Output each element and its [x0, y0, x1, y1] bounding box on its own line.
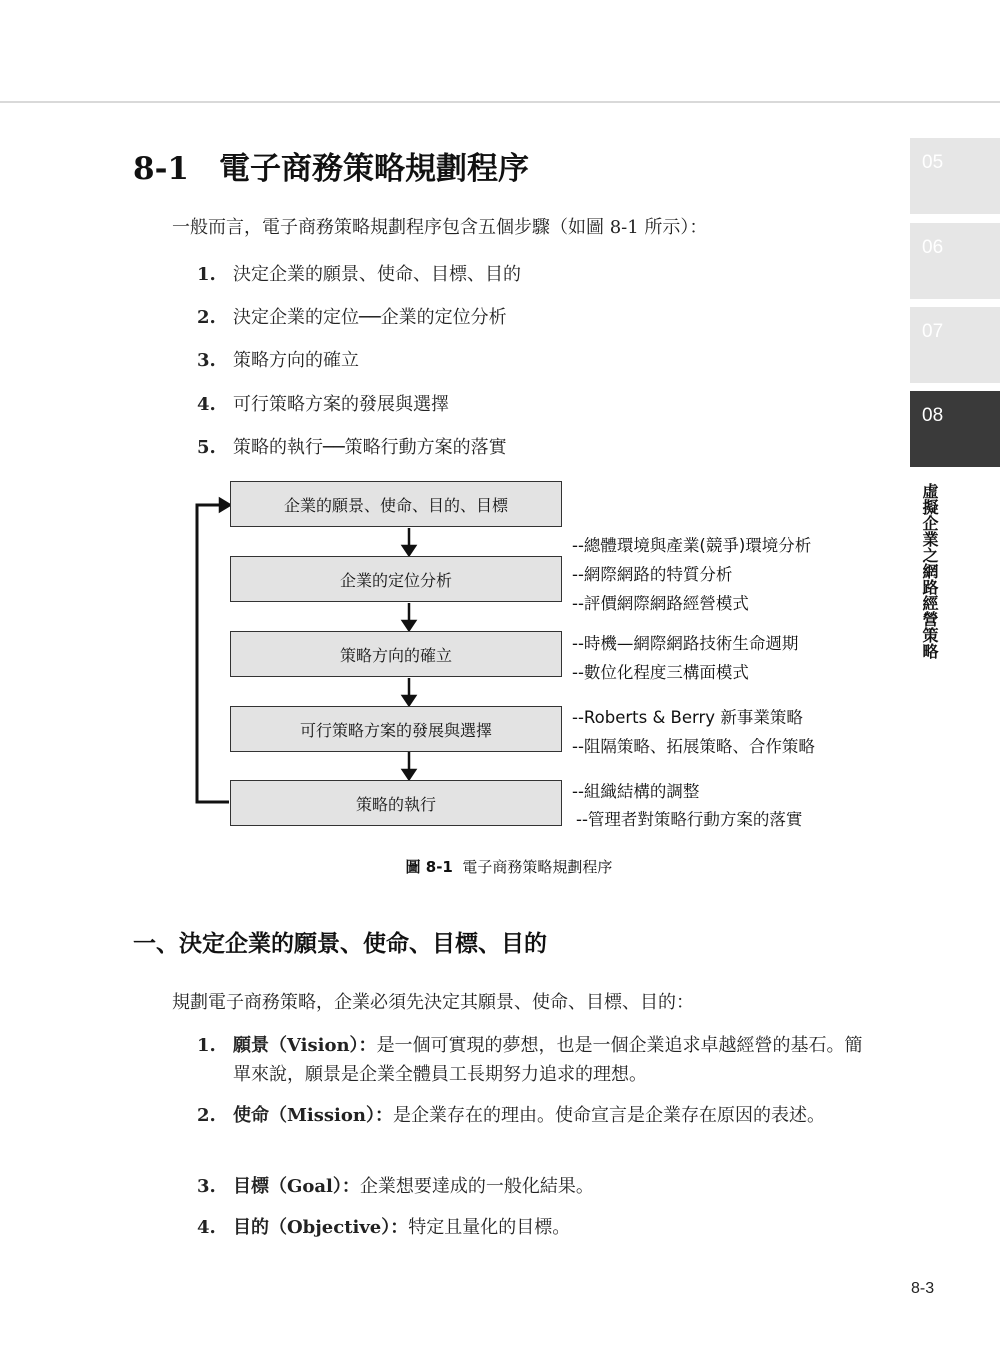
step-number: 4.	[197, 394, 216, 415]
chapter-tab-label: 08	[922, 405, 944, 426]
page-number: 8-3	[911, 1280, 935, 1297]
chapter-tab-label: 06	[922, 237, 944, 258]
arrow-head	[403, 770, 415, 779]
step-number: 1.	[197, 264, 216, 285]
subsection-title: 一、決定企業的願景、使命、目標、目的	[133, 931, 547, 957]
definition-item	[197, 1101, 877, 1130]
definition-number: 3.	[197, 1176, 216, 1197]
definition-number: 1.	[197, 1035, 216, 1056]
section-number: 8-1	[133, 151, 190, 187]
definition-term: 目標（Goal）：	[233, 1176, 360, 1197]
step-text: 可行策略方案的發展與選擇	[233, 394, 449, 415]
diagram-note: --網際網路的特質分析	[572, 565, 733, 584]
figure-label: 圖 8-1	[405, 858, 453, 876]
arrow-head	[403, 621, 415, 630]
step-number: 2.	[197, 307, 216, 328]
step-number: 3.	[197, 350, 216, 371]
definition-text: 是一個可實現的夢想，也是一個企業追求卓越經營的基石。簡單來說，願景是企業全體員工長期努力追求的理想。	[233, 1035, 863, 1085]
step-text: 策略方向的確立	[233, 350, 359, 371]
flow-box-execution: 策略的執行	[230, 780, 562, 826]
definition-text: 特定且量化的目標。	[408, 1217, 571, 1238]
diagram-note: --數位化程度三構面模式	[572, 663, 749, 682]
feedback-loop-line	[197, 505, 229, 802]
flow-box-strategy-options: 可行策略方案的發展與選擇	[230, 706, 562, 752]
intro-paragraph: 一般而言，電子商務策略規劃程序包含五個步驟（如圖 8-1 所示）：	[172, 217, 708, 238]
diagram-note: --時機—網際網路技術生命週期	[572, 634, 799, 653]
subsection-intro: 規劃電子商務策略，企業必須先決定其願景、使命、目標、目的：	[172, 992, 694, 1013]
diagram-note: --評價網際網路經營模式	[572, 594, 749, 613]
diagram-note: --管理者對策略行動方案的落實	[576, 810, 803, 829]
step-number: 5.	[197, 437, 216, 458]
definition-number: 4.	[197, 1217, 216, 1238]
definition-item	[197, 1031, 877, 1089]
definition-term: 使命（Mission）：	[233, 1105, 393, 1126]
diagram-note: --Roberts & Berry 新事業策略	[572, 708, 803, 727]
figure-caption	[0, 856, 1000, 877]
arrow-head	[403, 696, 415, 705]
section-title-text: 電子商務策略規劃程序	[219, 151, 529, 187]
chapter-title-vertical: 虛擬企業之網路經營策略	[920, 483, 939, 659]
definition-text: 企業想要達成的一般化結果。	[359, 1176, 594, 1197]
chapter-tab-label: 07	[922, 321, 944, 342]
flow-box-positioning: 企業的定位分析	[230, 556, 562, 602]
arrow-head	[403, 546, 415, 555]
figure-title: 電子商務策略規劃程序	[462, 858, 613, 876]
step-text: 決定企業的願景、使命、目標、目的	[233, 264, 521, 285]
step-text: 決定企業的定位──企業的定位分析	[233, 307, 507, 328]
diagram-note: --組織結構的調整	[572, 782, 700, 801]
definition-term: 目的（Objective）：	[233, 1217, 409, 1238]
feedback-loop-arrow-head	[220, 499, 230, 511]
definition-number: 2.	[197, 1105, 216, 1126]
definition-text: 是企業存在的理由。使命宣言是企業存在原因的表述。	[392, 1105, 825, 1126]
flow-box-strategy-direction: 策略方向的確立	[230, 631, 562, 677]
chapter-tab-label: 05	[922, 152, 944, 173]
definition-item	[197, 1172, 877, 1201]
definition-term: 願景（Vision）：	[233, 1035, 377, 1056]
step-text: 策略的執行──策略行動方案的落實	[233, 437, 507, 458]
diagram-note: --總體環境與產業(競爭)環境分析	[572, 536, 812, 555]
flow-box-vision: 企業的願景、使命、目的、目標	[230, 481, 562, 527]
definition-item	[197, 1213, 877, 1242]
diagram-note: --阻隔策略、拓展策略、合作策略	[572, 737, 815, 756]
